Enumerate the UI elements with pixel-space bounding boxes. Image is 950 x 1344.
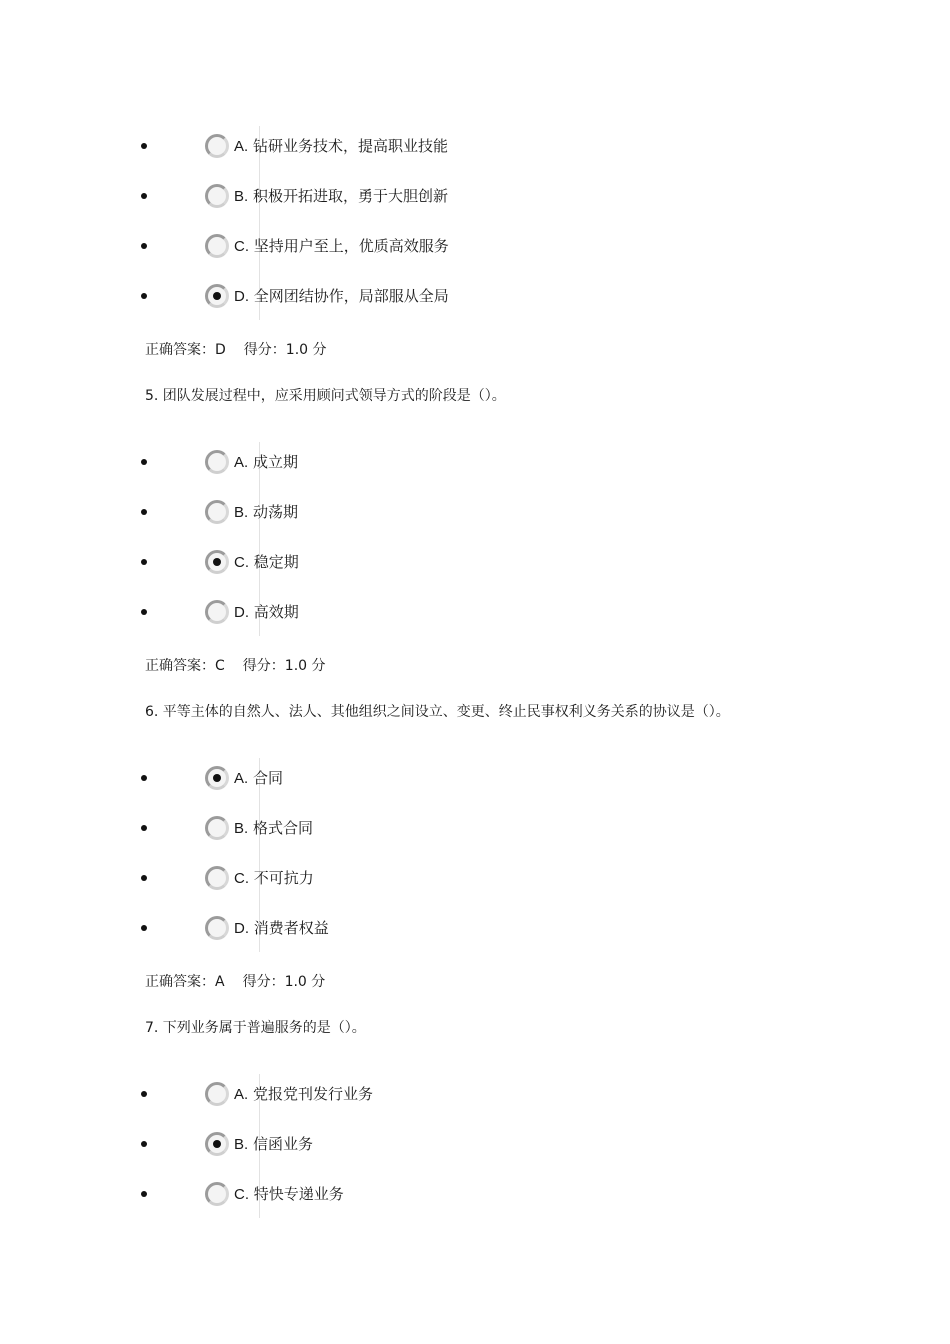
option-item[interactable] [0,184,950,208]
option-text: 信函业务 [252,1135,313,1153]
bullet-icon [141,559,147,565]
option-item[interactable] [0,1082,950,1106]
option-letter: B. [234,188,249,205]
option-item[interactable] [0,1182,950,1206]
option-label [234,1183,344,1206]
option-letter: D. [234,288,249,305]
correct-answer-value: D [215,342,226,358]
option-text: 积极开拓进取，勇于大胆创新 [252,187,448,205]
correct-answer-value: C [215,658,225,674]
bullet-icon [141,143,147,149]
option-item[interactable] [0,450,950,474]
option-label [234,185,448,208]
question-text: 6. 平等主体的自然人、法人、其他组织之间设立、变更、终止民事权利义务关系的协议是（）。 [145,704,730,720]
option-item[interactable] [0,134,950,158]
bullet-icon [141,925,147,931]
option-item[interactable] [0,816,950,840]
question-text: 7. 下列业务属于普遍服务的是（）。 [145,1020,366,1036]
option-text: 全网团结协作，局部服从全局 [253,287,449,305]
option-letter: D. [234,920,249,937]
option-item[interactable] [0,550,950,574]
bullet-icon [141,243,147,249]
radio-unselected-icon[interactable] [205,1182,229,1206]
bullet-icon [141,825,147,831]
option-label [234,551,299,574]
score-value: 1.0 分 [284,658,326,674]
bullet-icon [141,1141,147,1147]
option-label [234,235,449,258]
option-label [234,451,298,474]
radio-unselected-icon[interactable] [205,600,229,624]
score-label: 得分： [243,342,286,358]
option-letter: A. [234,138,249,155]
answer-score-line [145,656,326,676]
option-label [234,1083,373,1106]
option-text: 钻研业务技术，提高职业技能 [252,137,448,155]
correct-answer-label: 正确答案： [145,342,215,358]
answer-score-line [145,340,327,360]
option-letter: D. [234,604,249,621]
score-value: 1.0 分 [285,342,327,358]
option-letter: C. [234,238,249,255]
option-label [234,1133,313,1156]
option-text: 党报党刊发行业务 [252,1085,373,1103]
option-label [234,601,299,624]
option-letter: A. [234,454,249,471]
bullet-icon [141,609,147,615]
radio-selected-icon[interactable] [205,284,229,308]
radio-unselected-icon[interactable] [205,866,229,890]
option-text: 坚持用户至上，优质高效服务 [253,237,449,255]
bullet-icon [141,775,147,781]
option-item[interactable] [0,500,950,524]
radio-unselected-icon[interactable] [205,234,229,258]
option-letter: C. [234,1186,249,1203]
option-label [234,285,449,308]
option-letter: C. [234,554,249,571]
correct-answer-label: 正确答案： [145,974,215,990]
bullet-icon [141,459,147,465]
bullet-icon [141,509,147,515]
radio-selected-icon[interactable] [205,550,229,574]
option-label [234,817,313,840]
bullet-icon [141,1091,147,1097]
radio-unselected-icon[interactable] [205,916,229,940]
option-item[interactable] [0,600,950,624]
option-label [234,501,298,524]
option-letter: A. [234,770,249,787]
bullet-icon [141,875,147,881]
answer-score-line [145,972,325,992]
score-value: 1.0 分 [284,974,326,990]
option-item[interactable] [0,916,950,940]
option-item[interactable] [0,866,950,890]
option-text: 不可抗力 [253,869,314,887]
score-label: 得分： [242,974,285,990]
radio-selected-icon[interactable] [205,766,229,790]
option-letter: B. [234,820,249,837]
option-text: 特快专递业务 [253,1185,344,1203]
option-letter: C. [234,870,249,887]
radio-unselected-icon[interactable] [205,184,229,208]
option-text: 高效期 [253,603,299,621]
option-letter: B. [234,504,249,521]
radio-unselected-icon[interactable] [205,500,229,524]
option-text: 稳定期 [253,553,299,571]
bullet-icon [141,193,147,199]
option-letter: A. [234,1086,249,1103]
correct-answer-value: A [215,974,225,990]
option-text: 成立期 [252,453,298,471]
bullet-icon [141,293,147,299]
question-text: 5. 团队发展过程中，应采用顾问式领导方式的阶段是（）。 [145,388,506,404]
radio-selected-icon[interactable] [205,1132,229,1156]
option-text: 格式合同 [252,819,313,837]
correct-answer-label: 正确答案： [145,658,215,674]
option-label [234,867,314,890]
option-item[interactable] [0,1132,950,1156]
radio-unselected-icon[interactable] [205,1082,229,1106]
option-text: 动荡期 [252,503,298,521]
option-label [234,917,329,940]
bullet-icon [141,1191,147,1197]
option-letter: B. [234,1136,249,1153]
score-label: 得分： [242,658,285,674]
option-label [234,767,283,790]
option-item[interactable] [0,234,950,258]
radio-unselected-icon[interactable] [205,134,229,158]
radio-unselected-icon[interactable] [205,816,229,840]
option-label [234,135,448,158]
option-item[interactable] [0,766,950,790]
radio-unselected-icon[interactable] [205,450,229,474]
option-text: 合同 [252,769,283,787]
option-item[interactable] [0,284,950,308]
option-text: 消费者权益 [253,919,329,937]
